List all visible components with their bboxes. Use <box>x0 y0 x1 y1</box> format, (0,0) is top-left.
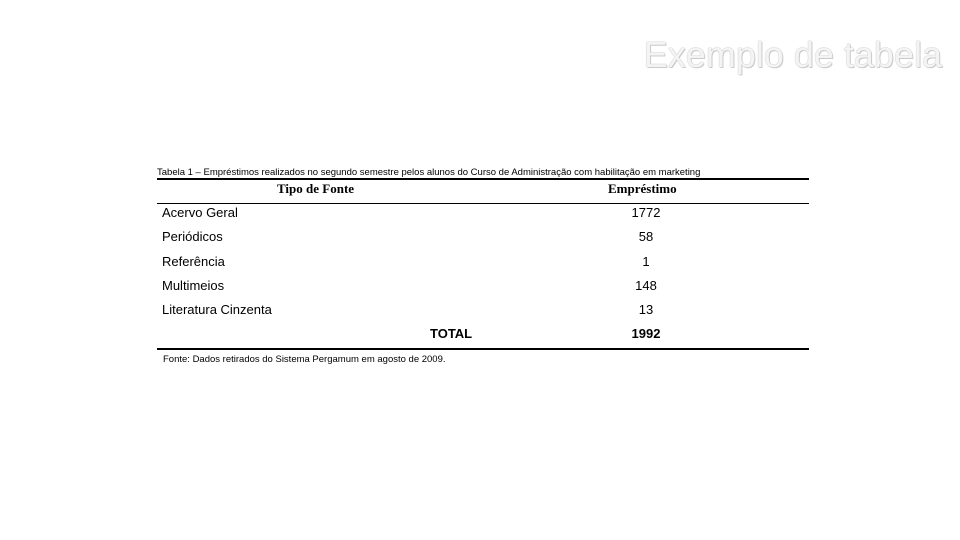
row-label: Literatura Cinzenta <box>162 302 272 317</box>
table-caption: Tabela 1 – Empréstimos realizados no segundo semestre pelos alunos do Curso de Administração com habilitação em marketing <box>157 167 701 178</box>
row-label: Periódicos <box>162 229 223 244</box>
header-emprestimo: Empréstimo <box>608 181 677 196</box>
row-value: 13 <box>638 302 654 317</box>
total-value: 1992 <box>631 326 661 341</box>
slide-title: Exemplo de tabela <box>643 34 942 75</box>
row-value: 1772 <box>631 205 661 220</box>
row-label: Acervo Geral <box>162 205 238 220</box>
row-value: 58 <box>638 229 654 244</box>
table-bottom-rule <box>157 348 809 350</box>
row-value: 1 <box>642 254 650 269</box>
table-source-note: Fonte: Dados retirados do Sistema Pergamum em agosto de 2009. <box>163 354 446 365</box>
total-label: TOTAL <box>430 326 473 341</box>
table-top-rule <box>157 178 809 180</box>
row-label: Referência <box>162 254 225 269</box>
row-value: 148 <box>635 278 657 293</box>
table-header-rule <box>157 203 809 204</box>
header-tipo-de-fonte: Tipo de Fonte <box>277 181 355 196</box>
row-label: Multimeios <box>162 278 225 293</box>
